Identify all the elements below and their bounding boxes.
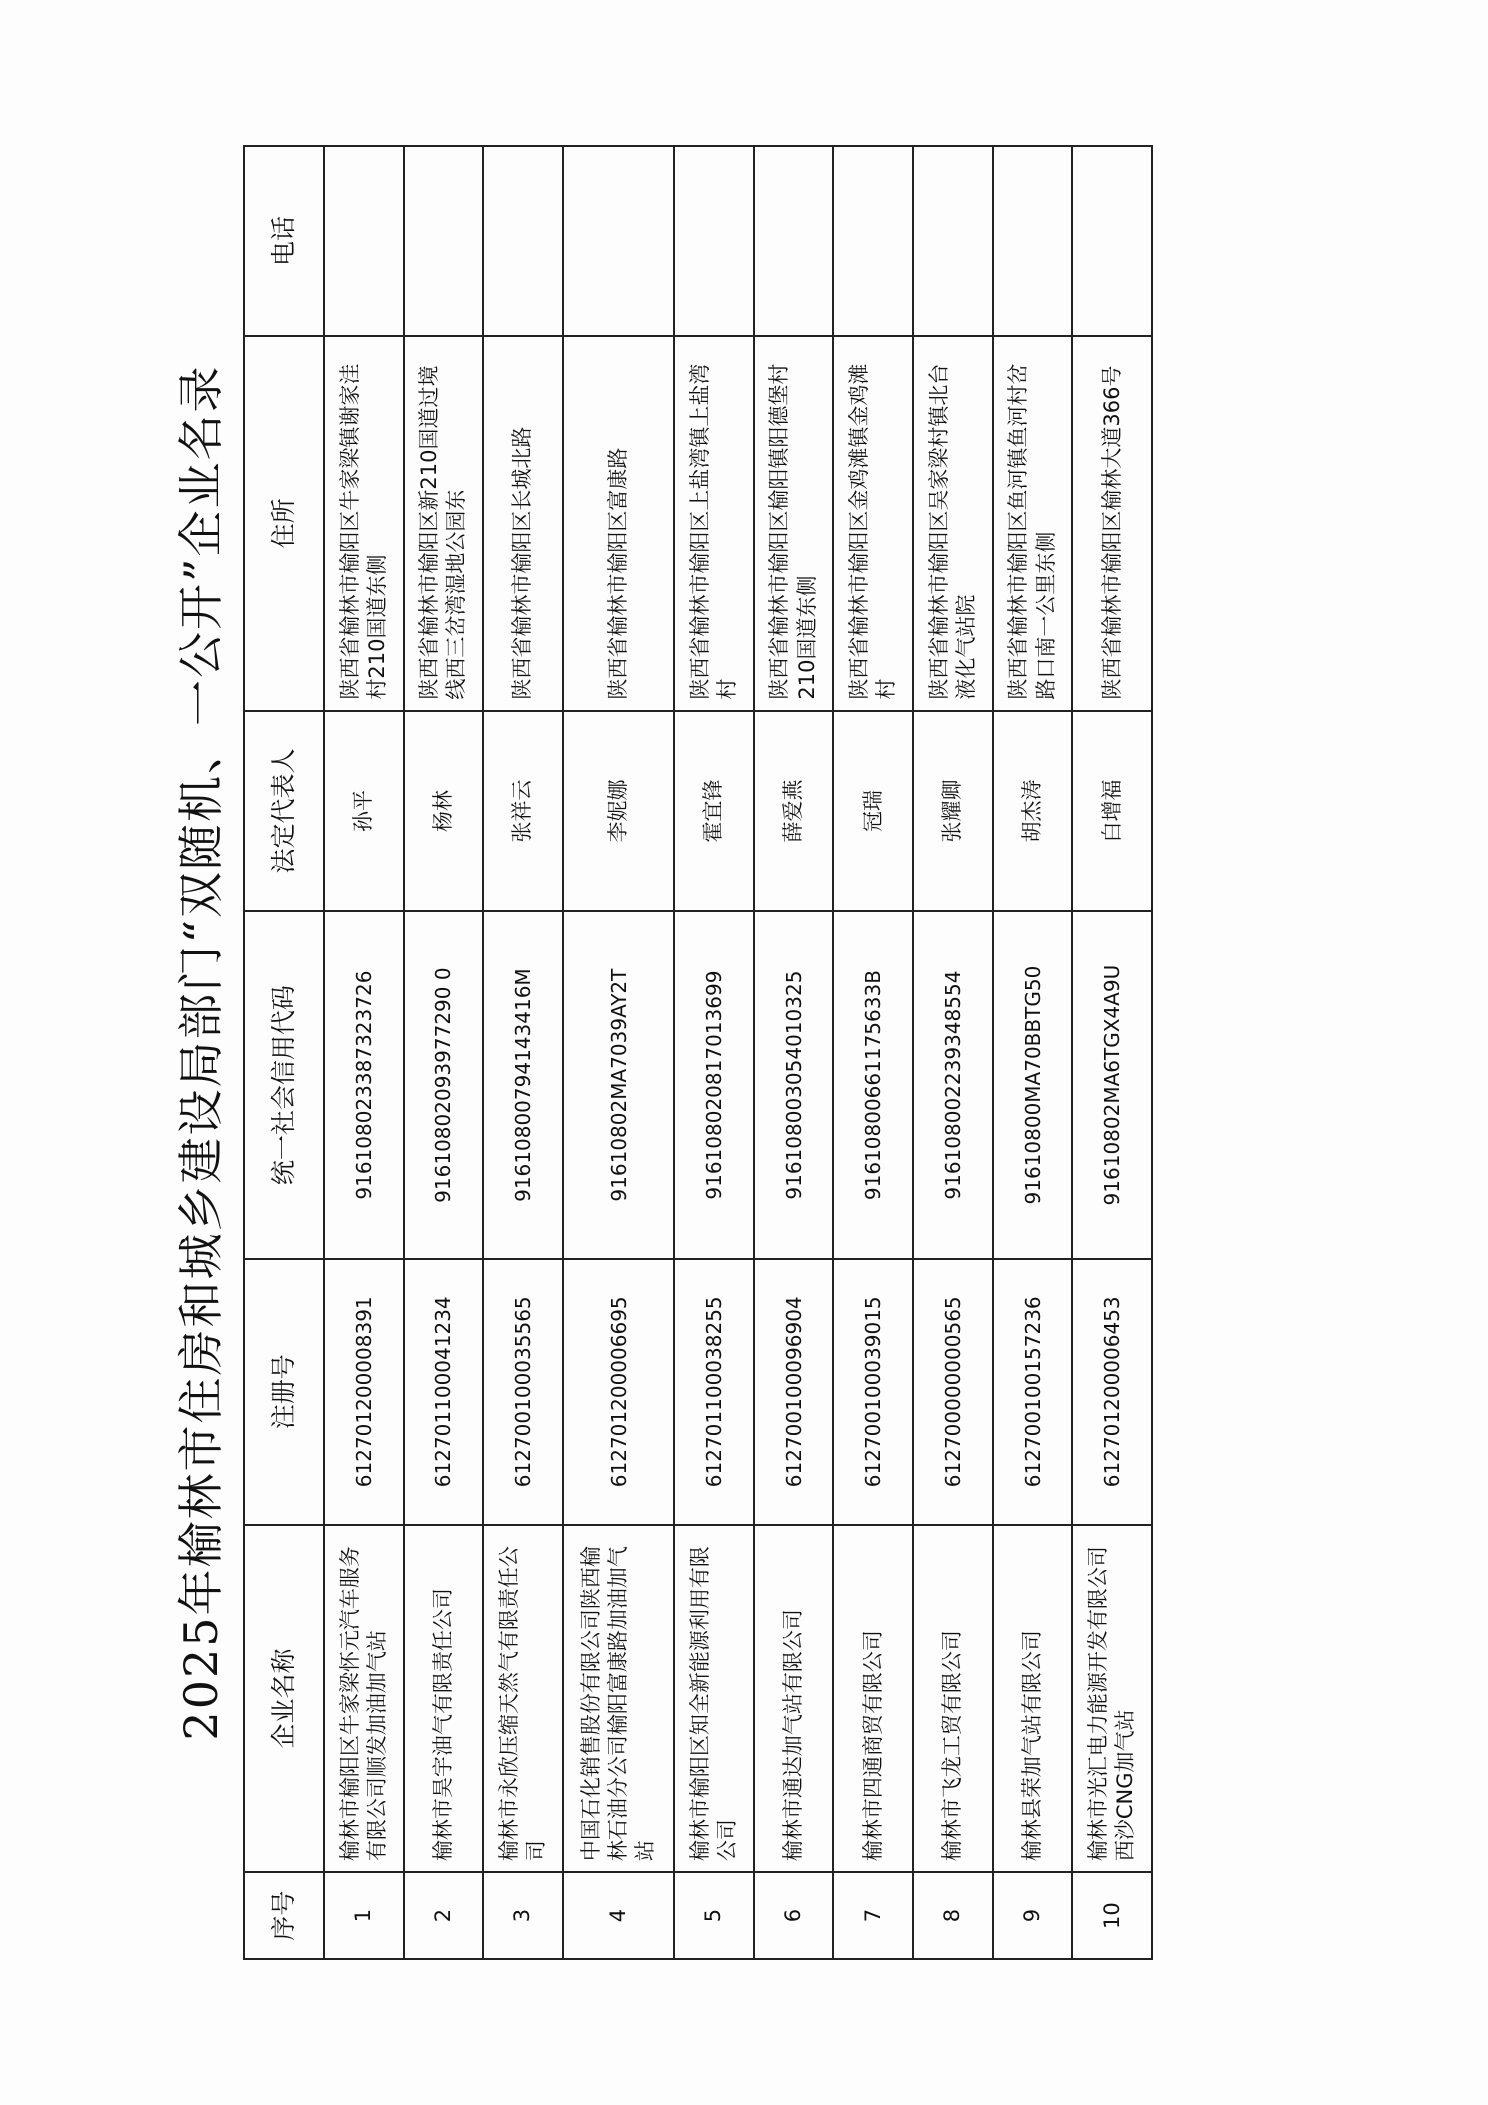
legal-rep: 张祥云: [483, 711, 563, 912]
enterprise-table: [243, 145, 1153, 1960]
registration-no: 612701100038255: [674, 1259, 754, 1525]
address: 陕西省榆林市榆阳区吴家梁村镇北台液化气站院: [913, 336, 993, 711]
phone: [913, 146, 993, 336]
row-index: 5: [674, 1872, 754, 1959]
registration-no: 612700100157236: [993, 1259, 1073, 1525]
address: 陕西省榆林市榆阳区鱼河镇鱼河村岔路口南一公里东侧: [993, 336, 1073, 711]
legal-rep: 杨林: [404, 711, 484, 912]
company-name: 榆林市飞龙工贸有限公司: [913, 1525, 993, 1872]
row-index: 7: [833, 1872, 913, 1959]
row-index: 8: [913, 1872, 993, 1959]
row-index: 3: [483, 1872, 563, 1959]
company-name: 榆林市昊宇油气有限责任公司: [404, 1525, 484, 1872]
legal-rep: 霍宜锋: [674, 711, 754, 912]
company-name: 榆林市榆阳区牛家梁怀元汽车服务有限公司顺发加油加气站: [324, 1525, 404, 1872]
row-index: 2: [404, 1872, 484, 1959]
credit-code: 91610802093977290 0: [404, 911, 484, 1258]
header-legal-rep: 法定代表人: [244, 711, 324, 912]
legal-rep: 李妮娜: [563, 711, 674, 912]
table-header-row: [244, 146, 324, 1959]
registration-no: 612700100035565: [483, 1259, 563, 1525]
credit-code: 916108020817013699: [674, 911, 754, 1258]
address: 陕西省榆林市榆阳区牛家梁镇谢家洼村210国道东侧: [324, 336, 404, 711]
row-index: 4: [563, 1872, 674, 1959]
company-name: 榆林县荣加气站有限公司: [993, 1525, 1073, 1872]
registration-no: 612701200006695: [563, 1259, 674, 1525]
table-row: [483, 146, 563, 1959]
company-name: 中国石化销售股份有限公司陕西榆林石油分公司榆阳富康路加油加气站: [563, 1525, 674, 1872]
company-name: 榆林市光汇电力能源开发有限公司西沙CNG加气站: [1072, 1525, 1152, 1872]
address: 陕西省榆林市榆阳区榆阳镇阳德堡村210国道东侧: [754, 336, 834, 711]
document-title: 2025年榆林市住房和城乡建设局部门“双随机、一公开”企业名录: [174, 364, 228, 1741]
enterprise-table-wrap: [243, 145, 1153, 1960]
header-company-name: 企业名称: [244, 1525, 324, 1872]
table-row: [913, 146, 993, 1959]
table-row: [674, 146, 754, 1959]
address: 陕西省榆林市榆阳区榆林大道366号: [1072, 336, 1152, 711]
credit-code: 916108023387323726: [324, 911, 404, 1258]
row-index: 10: [1072, 1872, 1152, 1959]
table-row: [833, 146, 913, 1959]
address: 陕西省榆林市榆阳区上盐湾镇上盐湾村: [674, 336, 754, 711]
address: 陕西省榆林市榆阳区长城北路: [483, 336, 563, 711]
company-name: 榆林市四通商贸有限公司: [833, 1525, 913, 1872]
registration-no: 612701100041234: [404, 1259, 484, 1525]
address: 陕西省榆林市榆阳区富康路: [563, 336, 674, 711]
phone: [483, 146, 563, 336]
company-name: 榆林市通达加气站有限公司: [754, 1525, 834, 1872]
table-body: [324, 146, 1152, 1959]
phone: [993, 146, 1073, 336]
header-credit-code: 统一社会信用代码: [244, 911, 324, 1258]
header-index: 序号: [244, 1872, 324, 1959]
credit-code: 916108003054010325: [754, 911, 834, 1258]
phone: [563, 146, 674, 336]
table-row: [754, 146, 834, 1959]
registration-no: 612701200008391: [324, 1259, 404, 1525]
header-registration-no: 注册号: [244, 1259, 324, 1525]
credit-code: 91610800MA70BBTG50: [993, 911, 1073, 1258]
company-name: 榆林市永欣压缩天然气有限责任公司: [483, 1525, 563, 1872]
table-row: [1072, 146, 1152, 1959]
table-row: [993, 146, 1073, 1959]
row-index: 9: [993, 1872, 1073, 1959]
row-index: 1: [324, 1872, 404, 1959]
legal-rep: 孙平: [324, 711, 404, 912]
registration-no: 612701200006453: [1072, 1259, 1152, 1525]
phone: [404, 146, 484, 336]
legal-rep: 张耀卿: [913, 711, 993, 912]
legal-rep: 薛爱燕: [754, 711, 834, 912]
table-row: [324, 146, 404, 1959]
registration-no: 612700100096904: [754, 1259, 834, 1525]
registration-no: 612700000000565: [913, 1259, 993, 1525]
legal-rep: 冠瑞: [833, 711, 913, 912]
legal-rep: 胡杰涛: [993, 711, 1073, 912]
registration-no: 612700100039015: [833, 1259, 913, 1525]
header-phone: 电话: [244, 146, 324, 336]
phone: [324, 146, 404, 336]
credit-code: 91610800794143416M: [483, 911, 563, 1258]
credit-code: 91610802MA6TGX4A9U: [1072, 911, 1152, 1258]
credit-code: 91610802MA7039AY2T: [563, 911, 674, 1258]
phone: [1072, 146, 1152, 336]
table-row: [563, 146, 674, 1959]
phone: [833, 146, 913, 336]
company-name: 榆林市榆阳区知全新能源利用有限公司: [674, 1525, 754, 1872]
phone: [674, 146, 754, 336]
credit-code: 91610800661175633B: [833, 911, 913, 1258]
phone: [754, 146, 834, 336]
row-index: 6: [754, 1872, 834, 1959]
address: 陕西省榆林市榆阳区新210国道过境线西三岔湾湿地公园东: [404, 336, 484, 711]
credit-code: 916108002239348554: [913, 911, 993, 1258]
address: 陕西省榆林市榆阳区金鸡滩镇金鸡滩村: [833, 336, 913, 711]
header-address: 住所: [244, 336, 324, 711]
table-row: [404, 146, 484, 1959]
legal-rep: 白增福: [1072, 711, 1152, 912]
